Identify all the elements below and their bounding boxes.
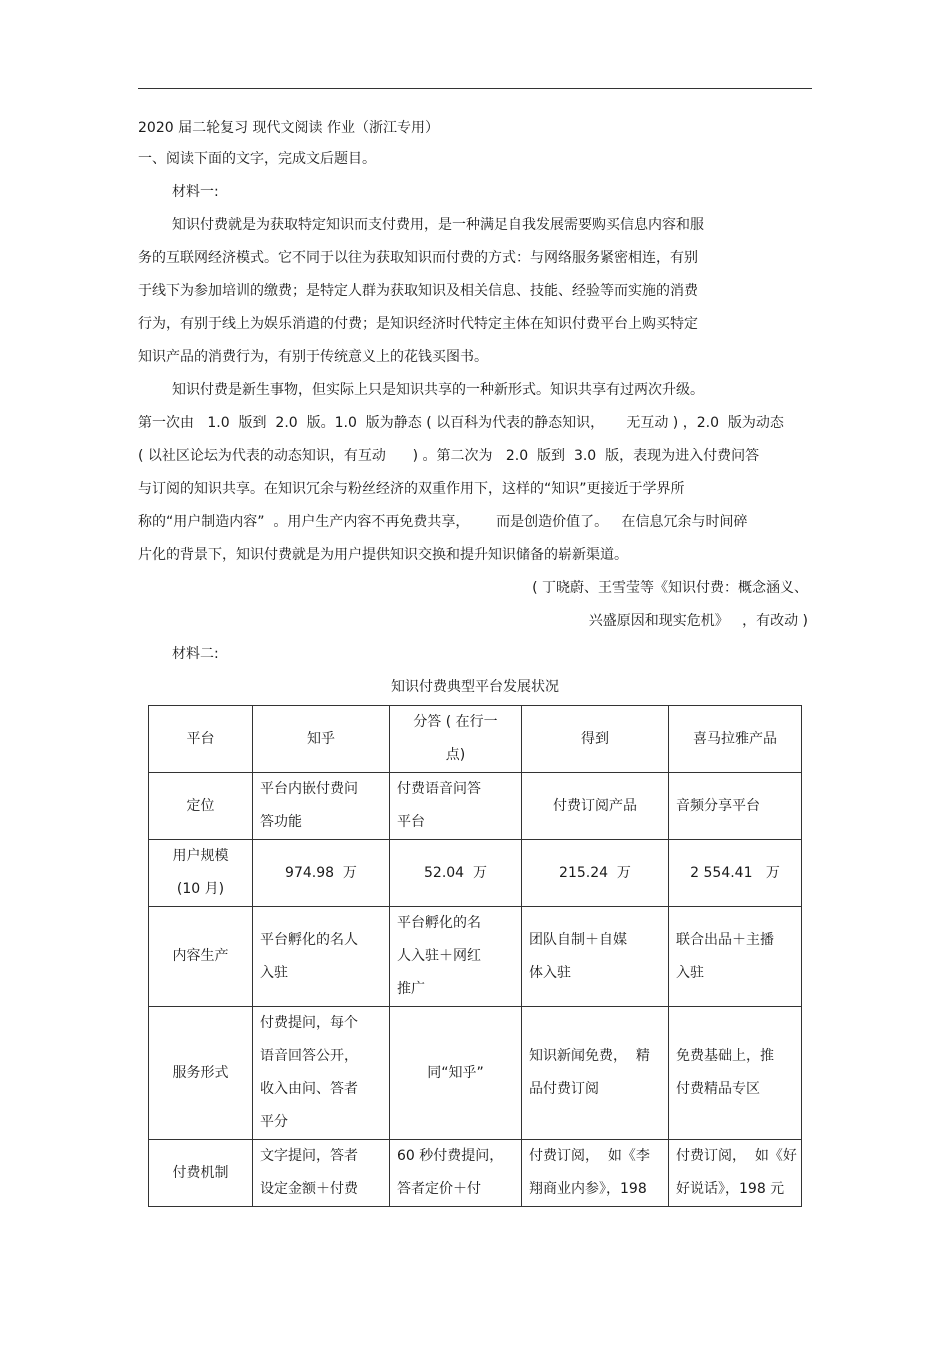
row-label: 用户规模 (10 月)	[149, 840, 253, 907]
table-cell: 60 秒付费提问， 答者定价＋付	[390, 1140, 522, 1207]
header-cell: 得到	[522, 706, 669, 773]
table-cell: 付费订阅， 如《好 好说话》，198 元	[669, 1140, 802, 1207]
table-cell: 付费订阅产品	[522, 773, 669, 840]
material1-label: 材料一:	[172, 184, 219, 200]
table-cell: 联合出品＋主播 入驻	[669, 907, 802, 1007]
table-row	[149, 773, 802, 840]
table-cell: 平台孵化的名 人入驻＋网红 推广	[390, 907, 522, 1007]
table-cell: 2 554.41 万	[669, 840, 802, 907]
table-cell: 团队自制＋自媒 体入驻	[522, 907, 669, 1007]
table-cell: 215.24 万	[522, 840, 669, 907]
platform-table	[148, 705, 802, 1207]
row-label: 定位	[149, 773, 253, 840]
source-citation-1: ( 丁晓蔚、王雪莹等《知识付费：概念涵义、	[532, 580, 808, 596]
paragraph-line: 片化的背景下，知识付费就是为用户提供知识交换和提升知识储备的崭新渠道。	[138, 547, 628, 563]
table-cell: 付费语音问答 平台	[390, 773, 522, 840]
table-row	[149, 840, 802, 907]
table-cell: 免费基础上，推 付费精品专区	[669, 1007, 802, 1140]
paragraph-line: 务的互联网经济模式。它不同于以往为获取知识而付费的方式：与网络服务紧密相连，有别	[138, 250, 698, 266]
table-cell: 同“知乎”	[390, 1007, 522, 1140]
paragraph-line: 行为，有别于线上为娱乐消遣的付费；是知识经济时代特定主体在知识付费平台上购买特定	[138, 316, 698, 332]
paragraph-line: 知识产品的消费行为，有别于传统意义上的花钱买图书。	[138, 349, 488, 365]
header-cell: 平台	[149, 706, 253, 773]
row-label: 付费机制	[149, 1140, 253, 1207]
header-rule	[138, 88, 812, 89]
instruction: 一、阅读下面的文字，完成文后题目。	[138, 151, 376, 167]
table-row	[149, 907, 802, 1007]
paragraph-line: 第一次由 1.0 版到 2.0 版。1.0 版为静态 ( 以百科为代表的静态知识， 无互动 ) ，2.0 版为动态	[138, 415, 784, 431]
table-title: 知识付费典型平台发展状况	[391, 679, 559, 695]
paragraph-line: ( 以社区论坛为代表的动态知识，有互动 ) 。第二次为 2.0 版到 3.0 版，表现为进入付费问答	[138, 448, 760, 464]
row-label: 内容生产	[149, 907, 253, 1007]
paragraph-line: 称的“用户制造内容” 。用户生产内容不再免费共享， 而是创造价值了。 在信息冗余与时间碎	[138, 514, 748, 530]
header-cell: 知乎	[253, 706, 390, 773]
table-cell: 知识新闻免费， 精 品付费订阅	[522, 1007, 669, 1140]
table-cell: 974.98 万	[253, 840, 390, 907]
table-cell: 付费订阅， 如《李 翔商业内参》，198	[522, 1140, 669, 1207]
header-cell: 分答 ( 在行一 点)	[390, 706, 522, 773]
doc-title: 2020 届二轮复习 现代文阅读 作业（浙江专用）	[138, 120, 439, 136]
material2-label: 材料二:	[172, 646, 219, 662]
paragraph-line: 与订阅的知识共享。在知识冗余与粉丝经济的双重作用下，这样的“知识”更接近于学界所	[138, 481, 685, 497]
table-header-row	[149, 706, 802, 773]
table-cell: 平台孵化的名人 入驻	[253, 907, 390, 1007]
source-citation-2: 兴盛原因和现实危机》 ，有改动 )	[588, 613, 808, 629]
paragraph-line: 知识付费就是为获取特定知识而支付费用，是一种满足自我发展需要购买信息内容和服	[172, 217, 704, 233]
table-cell: 音频分享平台	[669, 773, 802, 840]
row-label: 服务形式	[149, 1007, 253, 1140]
table-cell: 付费提问，每个 语音回答公开， 收入由问、答者 平分	[253, 1007, 390, 1140]
header-cell: 喜马拉雅产品	[669, 706, 802, 773]
table-row	[149, 1140, 802, 1207]
table-cell: 文字提问，答者 设定金额＋付费	[253, 1140, 390, 1207]
table-cell: 52.04 万	[390, 840, 522, 907]
table-cell: 平台内嵌付费问 答功能	[253, 773, 390, 840]
table-row	[149, 1007, 802, 1140]
paragraph-line: 于线下为参加培训的缴费；是特定人群为获取知识及相关信息、技能、经验等而实施的消费	[138, 283, 698, 299]
paragraph-line: 知识付费是新生事物，但实际上只是知识共享的一种新形式。知识共享有过两次升级。	[172, 382, 704, 398]
